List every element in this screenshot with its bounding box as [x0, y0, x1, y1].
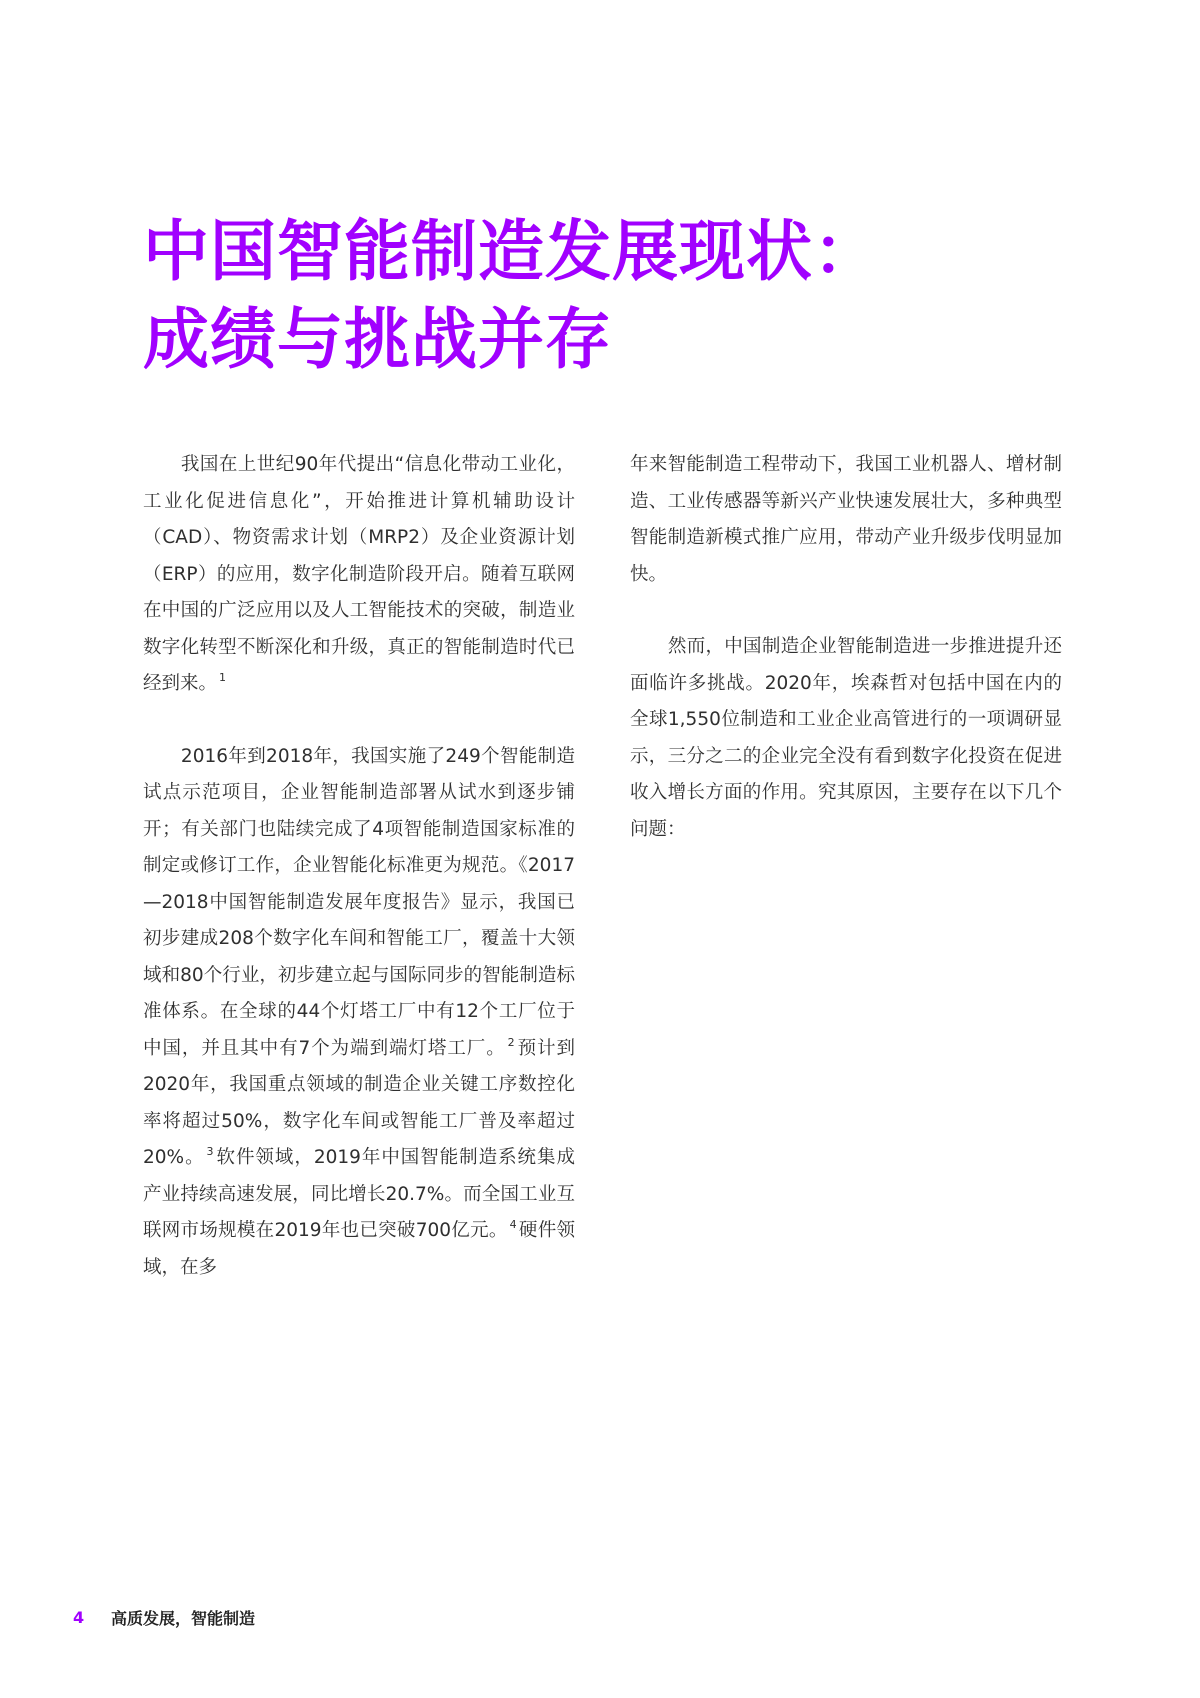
paragraph-segment: 2016年到2018年，我国实施了249个智能制造试点示范项目，企业智能制造部署从试水到逐步铺开；有关部门也陆续完成了4项智能制造国家标准的制定或修订工作，企业智能化标准更为规范。《2017—2018中国智能制造发展年度报告》显示，我国已初步建成208个数字化车间和智能工厂，覆盖十大领域和80个行业，初步建立起与国际同步的智能制造标准体系。在全球的44个灯塔工厂中有12个工厂位于中国，并且其中有7个为端到端灯塔工厂。 — [143, 745, 575, 1059]
footnote-ref[interactable]: 4 — [509, 1218, 517, 1231]
title-line-1: 中国智能制造发展现状： — [143, 213, 880, 290]
paragraph-segment: 硬件领域，在多 — [143, 1220, 575, 1278]
paragraph-challenges: 然而，中国制造企业智能制造进一步推进提升还面临许多挑战。2020年，埃森哲对包括中国在内的全球1,550位制造和工业企业高管进行的一项调研显示，三分之二的企业完全没有看到数字化投资在促进收入增长方面的作用。究其原因，主要存在以下几个问题： — [630, 636, 1062, 840]
page-number: 4 — [73, 1608, 85, 1627]
left-column — [143, 447, 575, 1322]
paragraph-text: 我国在上世纪90年代提出“信息化带动工业化，工业化促进信息化”，开始推进计算机辅助设计（CAD）、物资需求计划（MRP2）及企业资源计划（ERP）的应用，数字化制造阶段开启。随着互联网在中国的广泛应用以及人工智能技术的突破，制造业数字化转型不断深化和升级，真正的智能制造时代已经到来。 — [143, 454, 575, 694]
footnote-ref[interactable]: 1 — [219, 671, 227, 684]
page-title — [143, 208, 880, 384]
footnote-ref[interactable]: 3 — [206, 1145, 214, 1158]
title-line-2: 成绩与挑战并存 — [143, 301, 612, 378]
page-footer — [73, 1606, 255, 1629]
running-title: 高质发展，智能制造 — [111, 1609, 256, 1628]
paragraph-intro — [143, 447, 575, 703]
paragraph-segment: 软件领域，2019年中国智能制造系统集成产业持续高速发展，同比增长20.7%。而全国工业互联网市场规模在2019年也已突破700亿元。 — [143, 1147, 575, 1241]
footnote-ref[interactable]: 2 — [507, 1035, 515, 1049]
paragraph-segment: 预计到2020年，我国重点领域的制造企业关键工序数控化率将超过50%，数字化车间或智能工厂普及率超过20%。 — [143, 1037, 575, 1168]
paragraph-progress — [143, 739, 575, 1287]
right-column — [630, 447, 1062, 884]
paragraph-continuation: 年来智能制造工程带动下，我国工业机器人、增材制造、工业传感器等新兴产业快速发展壮大，多种典型智能制造新模式推广应用，带动产业升级步伐明显加快。 — [630, 454, 1062, 585]
